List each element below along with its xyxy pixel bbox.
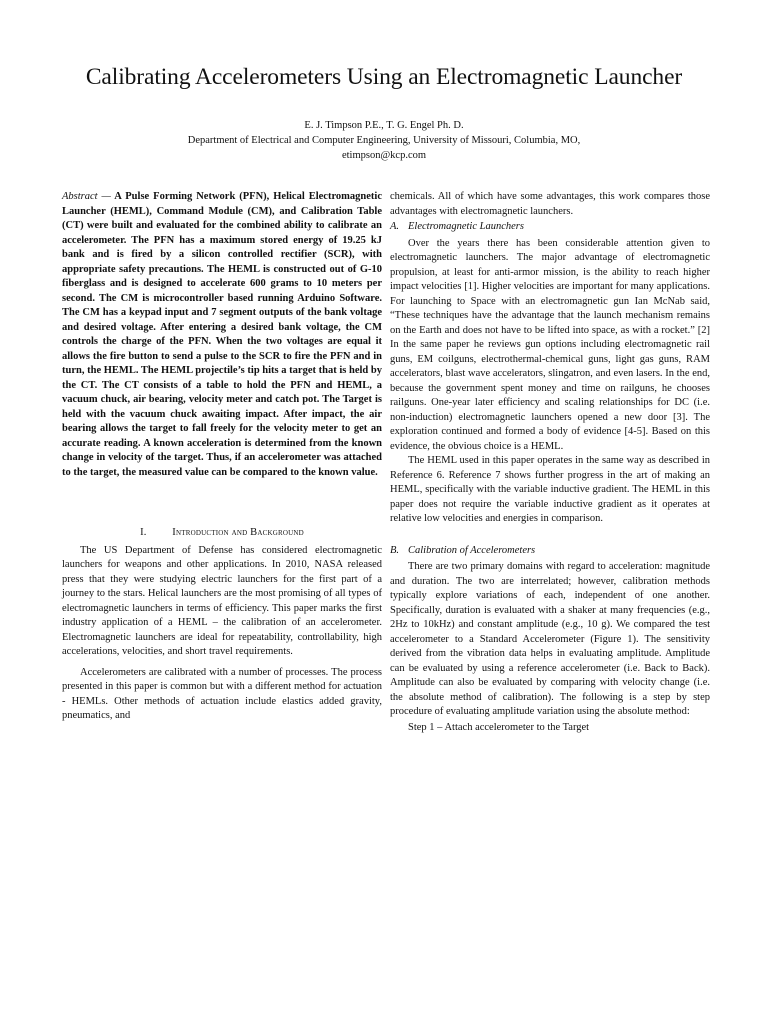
subsection-heading-electromagnetic-launchers [390,220,710,235]
section-number: I. [140,527,147,538]
author-affiliation: Department of Electrical and Computer Engineering, University of Missouri, Columbia, MO, [187,135,581,146]
section-title: Introduction and Background [172,527,304,538]
abstract-label: Abstract — [62,191,111,202]
author-email: etimpson@kcp.com [341,150,427,161]
author-block [0,118,768,163]
subsection-number: A. [390,221,400,232]
abstract [62,190,382,480]
author-names: E. J. Timpson P.E., T. G. Engel Ph. D. [304,120,464,131]
calibration-paragraph-1: There are two primary domains with regard to acceleration: magnitude and duration. The two are interrelated; however, calibration methods typically explore variations of each, independent of one another. Specifically, duration is evaluated with a shaker at many frequencies (e.g., 2Hz to 10kHz) and constant amplitude (e.g., 10 g). We compared the test accelerometer to a Standard Accelerometer (Figure 1). The sensitivity derived from the vibration data helps in evaluating amplitude. Amplitude can be evaluated by using a reference accelerometer (i.e. Back to Back). Amplitude can also be evaluated by comparing with velocity change (i.e. the absolute method of calibration). The following is a step by step procedure of evaluating amplitude variation using the absolute method: [390,561,710,717]
continuation-paragraph: chemicals. All of which have some advantages, this work compares those advantages with electromagnetic launchers. [390,191,710,217]
intro-paragraph-1: The US Department of Defense has considered electromagnetic launchers for weapons and other applications. In 2010, NASA released press that they were studying electric launchers for the first part of a journey to the stars. Helical launchers are the most promising of all types of electromagnetic launchers in terms of efficiency. This paper marks the first industry application of a HEML – the calibration of an accelerometer. Electromagnetic launchers are ideal for repeatability, controllability, high accelerations, velocities, and short travel requirements. [62,544,382,657]
subsection-heading-calibration [390,544,710,559]
right-column [390,190,710,735]
subsection-number: B. [390,544,400,556]
subsection-title: Calibration of Accelerometers [408,544,536,556]
launchers-paragraph-1: Over the years there has been considerable attention given to electromagnetic launchers. The major advantage of electromagnetic propulsion, at least for anti-armor mission, is the ability to reach higher impact velocities [1]. Higher velocities are important for many applications. For launching to Space with an electromagnetic gun Ian McNab said, “These techniques have the advantage that the launch mechanism remains on the Earth and does not have to be lifted into space, as with a rocket.” [2] In the same paper he reviews gun options including electromagnetic rail guns, EM coilguns, electrothermal-chemical guns, light gas guns, RAM accelerators, blast wave accelerators, slingatron, and even lasers. In the end, because the government spent money and time on railguns, he chooses railguns. One-year later efficiency and scaling relationships for DC (i.e. non-induction) electromagnetic launchers opened a new door [3]. The exploration continued and formed a body of evidence [4-5]. Based on this evidence, the obvious choice is a HEML. [390,237,710,452]
abstract-text: A Pulse Forming Network (PFN), Helical Electromagnetic Launcher (HEML), Command Module (CM), and Calibration Table (CT) were built and evaluated for the combined ability to calibrate an accelerometer. The PFN has a maximum stored energy of 19.25 kJ bank and is fired by a silicon controlled rectifier (SCR), with appropriate safety precautions. The HEML is constructed out of G-10 fiberglass and is designed to accelerate 600 grams to 10 meters per second. The CM is microcontroller based running Arduino Software. The CM has a keypad input and 7 segment outputs of the bank voltage and desired voltage. After entering a desired bank voltage, the CM controls the charge of the PFN. When the two voltages are equal it allows the fire button to send a pulse to the SCR to fire the PFN and in turn, the HEML. The HEML projectile’s tip hits a target that is held by the CT. The CT consists of a table to hold the PFN and HEML, a vacuum chuck, air bearing, velocity meter and catch pot. The Target is held with the vacuum chuck awaiting impact. After impact, the air bearing allows the target to fall freely for the velocity meter to get an accurate reading. A known acceleration is determined from the known change in velocity of the target. Thus, if an accelerometer was attached to the target, the measured value can be compared to the known value. [62,191,383,478]
procedure-step-1: Step 1 – Attach accelerometer to the Target [408,721,590,733]
paper-title: Calibrating Accelerometers Using an Electromagnetic Launcher [85,64,683,90]
launchers-paragraph-2: The HEML used in this paper operates in the same way as described in Reference 6. Reference 7 shows further progress in the art of making an HEML, specifically with the variable inductive gradient. The HEML in this paper does not require the variable inductive gradient as it operates at relative low velocities and energies in comparison. [390,455,710,524]
left-column [62,190,382,724]
intro-paragraph-2: Accelerometers are calibrated with a number of processes. The process presented in this paper is common but with a different method for actuation - HEMLs. Other methods of actuation include elastics added gravity, pneumatics, and [62,666,382,721]
subsection-title: Electromagnetic Launchers [408,221,524,232]
section-heading-introduction [62,526,382,541]
